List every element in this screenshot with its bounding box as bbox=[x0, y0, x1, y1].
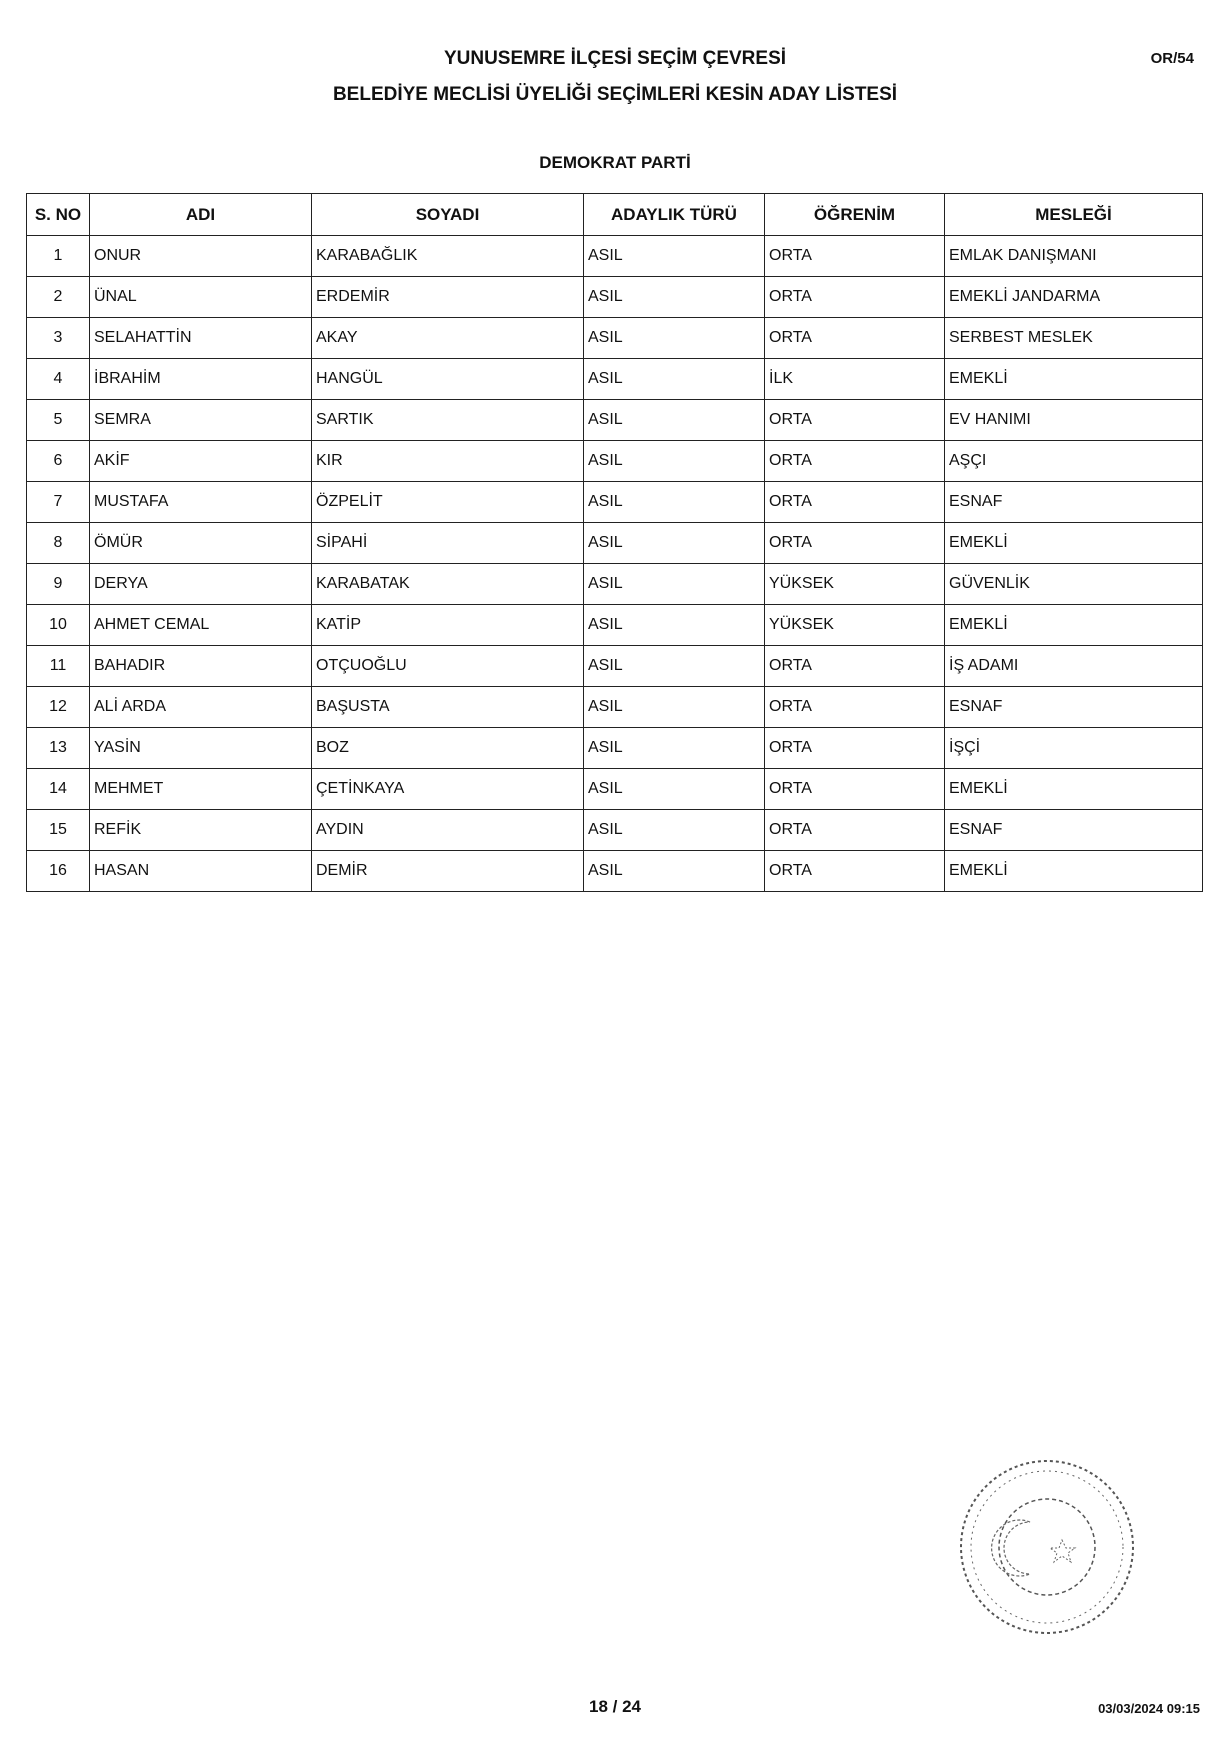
cell-surname: BAŞUSTA bbox=[312, 687, 584, 728]
cell-name: ÖMÜR bbox=[90, 523, 312, 564]
cell-profession: AŞÇI bbox=[945, 441, 1203, 482]
cell-surname: ERDEMİR bbox=[312, 277, 584, 318]
cell-candidacy-type: ASIL bbox=[584, 318, 765, 359]
table-row bbox=[27, 236, 1203, 277]
cell-sno: 5 bbox=[27, 400, 90, 441]
cell-sno: 15 bbox=[27, 810, 90, 851]
cell-surname: SARTIK bbox=[312, 400, 584, 441]
cell-name: BAHADIR bbox=[90, 646, 312, 687]
cell-profession: EMEKLİ JANDARMA bbox=[945, 277, 1203, 318]
cell-name: SEMRA bbox=[90, 400, 312, 441]
table-row bbox=[27, 605, 1203, 646]
cell-surname: AYDIN bbox=[312, 810, 584, 851]
cell-name: DERYA bbox=[90, 564, 312, 605]
cell-education: YÜKSEK bbox=[765, 605, 945, 646]
table-row bbox=[27, 318, 1203, 359]
cell-education: ORTA bbox=[765, 523, 945, 564]
cell-candidacy-type: ASIL bbox=[584, 359, 765, 400]
cell-candidacy-type: ASIL bbox=[584, 851, 765, 892]
column-header-surname: SOYADI bbox=[312, 194, 584, 236]
cell-surname: HANGÜL bbox=[312, 359, 584, 400]
cell-sno: 2 bbox=[27, 277, 90, 318]
cell-candidacy-type: ASIL bbox=[584, 728, 765, 769]
cell-candidacy-type: ASIL bbox=[584, 523, 765, 564]
cell-surname: ÇETİNKAYA bbox=[312, 769, 584, 810]
cell-surname: ÖZPELİT bbox=[312, 482, 584, 523]
cell-sno: 8 bbox=[27, 523, 90, 564]
cell-candidacy-type: ASIL bbox=[584, 400, 765, 441]
document-code: OR/54 bbox=[1150, 50, 1194, 67]
column-header-education: ÖĞRENİM bbox=[765, 194, 945, 236]
cell-education: İLK bbox=[765, 359, 945, 400]
table-row bbox=[27, 482, 1203, 523]
table-row bbox=[27, 810, 1203, 851]
cell-education: ORTA bbox=[765, 482, 945, 523]
cell-sno: 6 bbox=[27, 441, 90, 482]
cell-profession: ESNAF bbox=[945, 687, 1203, 728]
cell-candidacy-type: ASIL bbox=[584, 236, 765, 277]
cell-name: MEHMET bbox=[90, 769, 312, 810]
table-row bbox=[27, 523, 1203, 564]
cell-surname: KARABAĞLIK bbox=[312, 236, 584, 277]
cell-profession: EMEKLİ bbox=[945, 851, 1203, 892]
cell-candidacy-type: ASIL bbox=[584, 277, 765, 318]
cell-profession: EMEKLİ bbox=[945, 769, 1203, 810]
cell-name: İBRAHİM bbox=[90, 359, 312, 400]
cell-sno: 13 bbox=[27, 728, 90, 769]
cell-profession: EMLAK DANIŞMANI bbox=[945, 236, 1203, 277]
cell-education: ORTA bbox=[765, 277, 945, 318]
cell-education: ORTA bbox=[765, 769, 945, 810]
cell-surname: DEMİR bbox=[312, 851, 584, 892]
cell-name: YASİN bbox=[90, 728, 312, 769]
table-row bbox=[27, 359, 1203, 400]
cell-name: REFİK bbox=[90, 810, 312, 851]
table-row bbox=[27, 769, 1203, 810]
table-row bbox=[27, 687, 1203, 728]
cell-education: YÜKSEK bbox=[765, 564, 945, 605]
table-row bbox=[27, 277, 1203, 318]
cell-sno: 16 bbox=[27, 851, 90, 892]
cell-name: ALİ ARDA bbox=[90, 687, 312, 728]
cell-sno: 7 bbox=[27, 482, 90, 523]
cell-sno: 9 bbox=[27, 564, 90, 605]
cell-profession: GÜVENLİK bbox=[945, 564, 1203, 605]
column-header-profession: MESLEĞİ bbox=[945, 194, 1203, 236]
cell-profession: İŞÇİ bbox=[945, 728, 1203, 769]
cell-education: ORTA bbox=[765, 236, 945, 277]
cell-profession: ESNAF bbox=[945, 810, 1203, 851]
page-number: 18 / 24 bbox=[589, 1697, 641, 1716]
cell-profession: EV HANIMI bbox=[945, 400, 1203, 441]
column-header-candidacy-type: ADAYLIK TÜRÜ bbox=[584, 194, 765, 236]
cell-education: ORTA bbox=[765, 810, 945, 851]
cell-candidacy-type: ASIL bbox=[584, 605, 765, 646]
cell-candidacy-type: ASIL bbox=[584, 482, 765, 523]
table-row bbox=[27, 564, 1203, 605]
column-header-name: ADI bbox=[90, 194, 312, 236]
cell-surname: KATİP bbox=[312, 605, 584, 646]
cell-sno: 4 bbox=[27, 359, 90, 400]
cell-candidacy-type: ASIL bbox=[584, 769, 765, 810]
table-header-row bbox=[27, 194, 1203, 236]
cell-profession: EMEKLİ bbox=[945, 359, 1203, 400]
table-row bbox=[27, 441, 1203, 482]
cell-name: MUSTAFA bbox=[90, 482, 312, 523]
document-title-line2: BELEDİYE MECLİSİ ÜYELİĞİ SEÇİMLERİ KESİN ADAY LİSTESİ bbox=[332, 84, 898, 105]
table-row bbox=[27, 851, 1203, 892]
cell-candidacy-type: ASIL bbox=[584, 564, 765, 605]
cell-profession: ESNAF bbox=[945, 482, 1203, 523]
table-row bbox=[27, 728, 1203, 769]
official-seal-icon bbox=[950, 1452, 1145, 1642]
column-header-sno: S. NO bbox=[27, 194, 90, 236]
cell-surname: OTÇUOĞLU bbox=[312, 646, 584, 687]
table-row bbox=[27, 400, 1203, 441]
cell-education: ORTA bbox=[765, 687, 945, 728]
cell-surname: AKAY bbox=[312, 318, 584, 359]
cell-name: ONUR bbox=[90, 236, 312, 277]
print-timestamp: 03/03/2024 09:15 bbox=[1098, 1701, 1200, 1716]
table-row bbox=[27, 646, 1203, 687]
cell-name: SELAHATTİN bbox=[90, 318, 312, 359]
cell-surname: KIR bbox=[312, 441, 584, 482]
cell-education: ORTA bbox=[765, 400, 945, 441]
cell-sno: 11 bbox=[27, 646, 90, 687]
cell-candidacy-type: ASIL bbox=[584, 810, 765, 851]
cell-sno: 10 bbox=[27, 605, 90, 646]
cell-candidacy-type: ASIL bbox=[584, 441, 765, 482]
cell-surname: BOZ bbox=[312, 728, 584, 769]
cell-surname: KARABATAK bbox=[312, 564, 584, 605]
cell-sno: 1 bbox=[27, 236, 90, 277]
document-title-line1: YUNUSEMRE İLÇESİ SEÇİM ÇEVRESİ bbox=[443, 48, 787, 69]
cell-sno: 12 bbox=[27, 687, 90, 728]
cell-candidacy-type: ASIL bbox=[584, 646, 765, 687]
cell-surname: SİPAHİ bbox=[312, 523, 584, 564]
cell-name: ÜNAL bbox=[90, 277, 312, 318]
cell-profession: SERBEST MESLEK bbox=[945, 318, 1203, 359]
cell-education: ORTA bbox=[765, 851, 945, 892]
cell-name: AHMET CEMAL bbox=[90, 605, 312, 646]
cell-name: AKİF bbox=[90, 441, 312, 482]
cell-sno: 14 bbox=[27, 769, 90, 810]
candidate-table bbox=[26, 193, 1203, 892]
cell-education: ORTA bbox=[765, 646, 945, 687]
cell-education: ORTA bbox=[765, 728, 945, 769]
cell-name: HASAN bbox=[90, 851, 312, 892]
cell-sno: 3 bbox=[27, 318, 90, 359]
party-name: DEMOKRAT PARTİ bbox=[539, 153, 691, 172]
cell-education: ORTA bbox=[765, 441, 945, 482]
cell-profession: EMEKLİ bbox=[945, 605, 1203, 646]
cell-profession: EMEKLİ bbox=[945, 523, 1203, 564]
cell-education: ORTA bbox=[765, 318, 945, 359]
cell-candidacy-type: ASIL bbox=[584, 687, 765, 728]
cell-profession: İŞ ADAMI bbox=[945, 646, 1203, 687]
